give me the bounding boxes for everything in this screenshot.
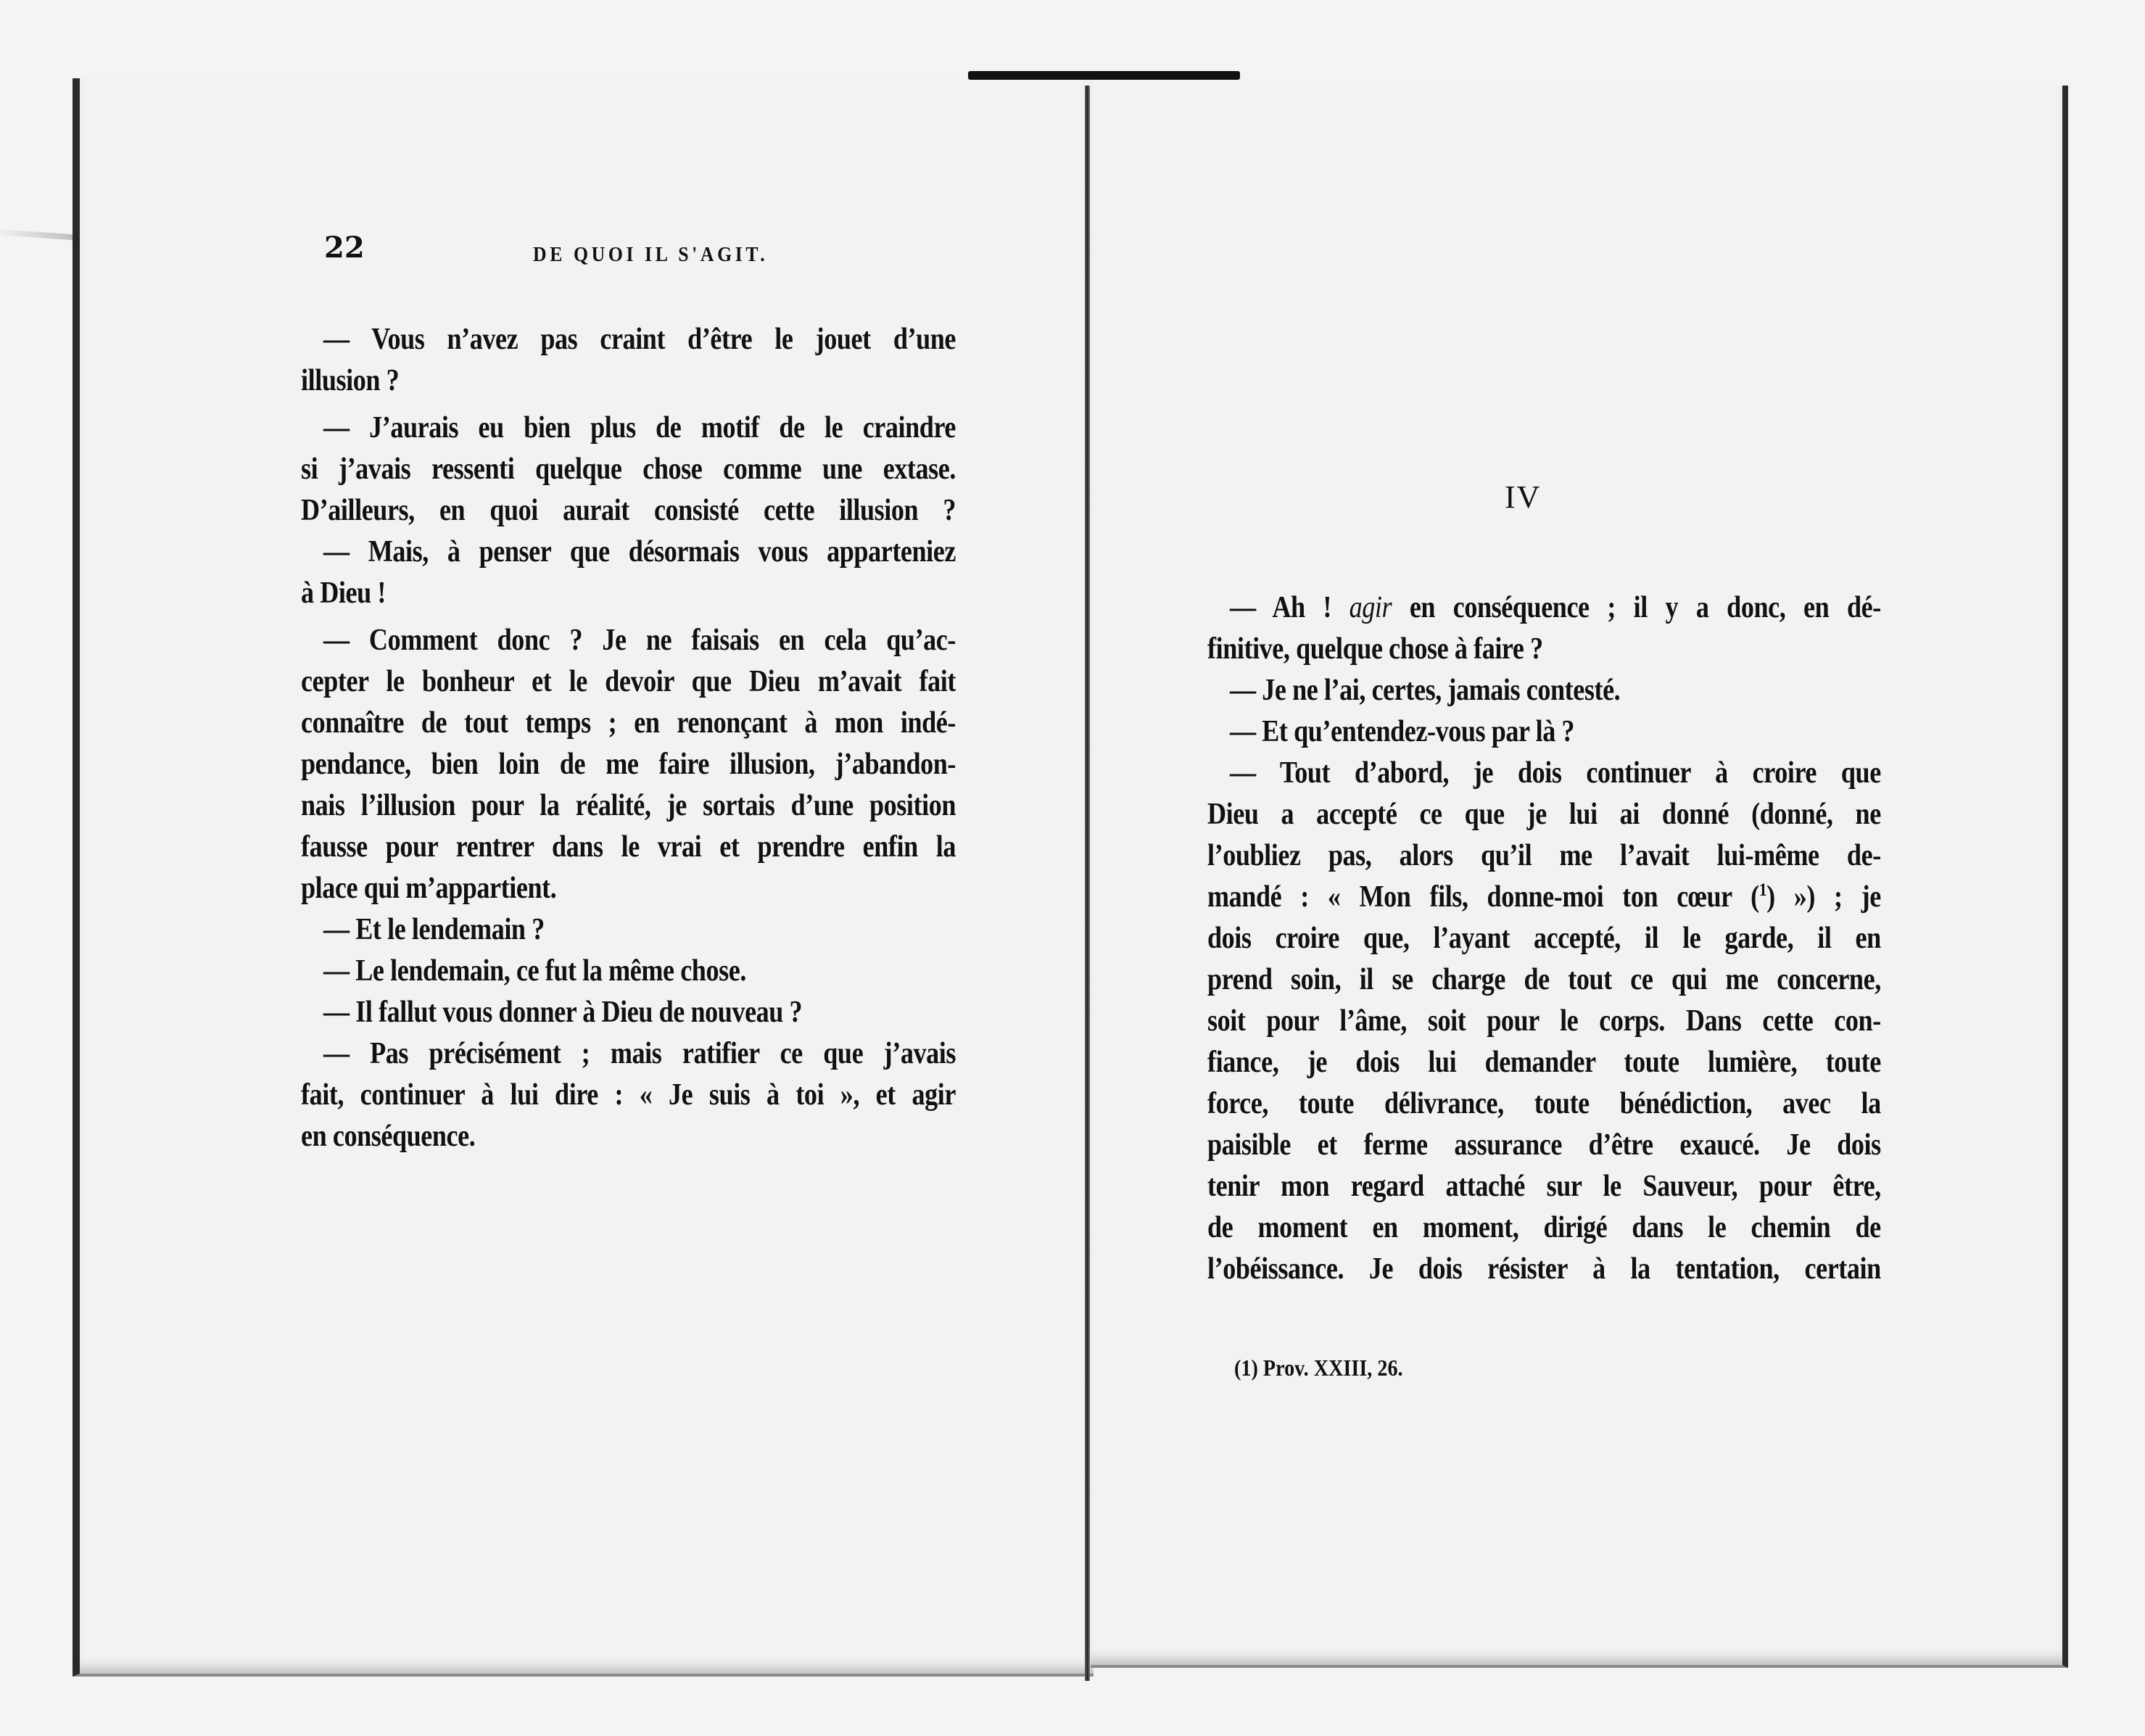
text-line (1207, 587, 1881, 629)
text-line (1207, 877, 1881, 918)
text-line: — J’aurais eu bien plus de motif de le craindre (323, 411, 956, 445)
text-line: place qui m’appartient. (301, 872, 557, 905)
text-line: — Pas précisément ; mais ratifier ce que j’avais (323, 1037, 956, 1070)
footnote-marker: 1 (1758, 880, 1767, 900)
text-span: mandé : « Mon fils, donne-moi ton cœur ( (1207, 880, 1759, 914)
text-line: fiance, je dois lui demander toute lumière, toute (1207, 1046, 1881, 1079)
text-line: — Mais, à penser que désormais vous apparteniez (323, 535, 956, 569)
text-line: connaître de tout temps ; en renonçant à mon indé- (301, 706, 956, 740)
text-line: — Et qu’entendez-vous par là ? (1229, 715, 1575, 748)
chapter-number: IV (1505, 479, 1542, 515)
text-span: — Ah ! (1229, 591, 1350, 624)
text-line: finitive, quelque chose à faire ? (1207, 632, 1543, 666)
right-page-body (1207, 587, 1881, 1290)
text-line: — Et le lendemain ? (323, 913, 545, 946)
binding-bar (968, 71, 1240, 80)
text-line: — Comment donc ? Je ne faisais en cela qu’ac- (323, 624, 956, 657)
text-line: prend soin, il se charge de tout ce qui me concerne, (1207, 963, 1881, 996)
page-number: 22 (324, 231, 365, 265)
page-edge-tab (0, 229, 80, 241)
text-line: fausse pour rentrer dans le vrai et prendre enfin la (301, 830, 956, 864)
text-line: — Le lendemain, ce fut la même chose. (323, 954, 746, 988)
book-gutter (1085, 86, 1090, 1681)
text-line: pendance, bien loin de me faire illusion, j’abandon- (301, 748, 956, 781)
text-line: — Je ne l’ai, certes, jamais contesté. (1229, 674, 1621, 707)
text-line: — Il fallut vous donner à Dieu de nouveau ? (323, 996, 803, 1029)
text-line: fait, continuer à lui dire : « Je suis à toi », et agir (301, 1078, 956, 1112)
text-line: dois croire que, l’ayant accepté, il le garde, il en (1207, 922, 1881, 955)
text-line: tenir mon regard attaché sur le Sauveur, pour être, (1207, 1170, 1881, 1203)
text-line: — Vous n’avez pas craint d’être le jouet d’une (323, 323, 956, 356)
text-line: illusion ? (301, 364, 400, 397)
text-span: ) ») ; je (1766, 880, 1881, 914)
text-line: de moment en moment, dirigé dans le chemin de (1207, 1211, 1881, 1244)
left-page-body (301, 319, 956, 1157)
text-line: l’obéissance. Je dois résister à la tentation, certain (1207, 1252, 1881, 1286)
text-line: nais l’illusion pour la réalité, je sortais d’une position (301, 789, 956, 822)
text-span: en conséquence ; il y a donc, en dé- (1392, 591, 1881, 624)
text-line: paisible et ferme assurance d’être exaucé. Je dois (1207, 1128, 1881, 1162)
italic-word: agir (1349, 591, 1392, 624)
text-line: force, toute délivrance, toute bénédiction, avec la (1207, 1087, 1881, 1120)
text-line: l’oubliez pas, alors qu’il me l’avait lui-même de- (1207, 839, 1881, 872)
text-line: si j’avais ressenti quelque chose comme une extase. (301, 452, 956, 486)
text-line: D’ailleurs, en quoi aurait consisté cette illusion ? (301, 494, 956, 527)
text-line: en conséquence. (301, 1120, 476, 1153)
text-line: à Dieu ! (301, 576, 386, 610)
text-line: — Tout d’abord, je dois continuer à croire que (1229, 756, 1881, 790)
text-line: soit pour l’âme, soit pour le corps. Dans cette con- (1207, 1004, 1881, 1038)
text-line: cepter le bonheur et le devoir que Dieu m’avait fait (301, 665, 956, 698)
text-line: Dieu a accepté ce que je lui ai donné (donné, ne (1207, 798, 1881, 831)
running-head: DE QUOI IL S'AGIT. (533, 244, 769, 266)
footnote: (1) Prov. XXIII, 26. (1234, 1355, 1403, 1381)
